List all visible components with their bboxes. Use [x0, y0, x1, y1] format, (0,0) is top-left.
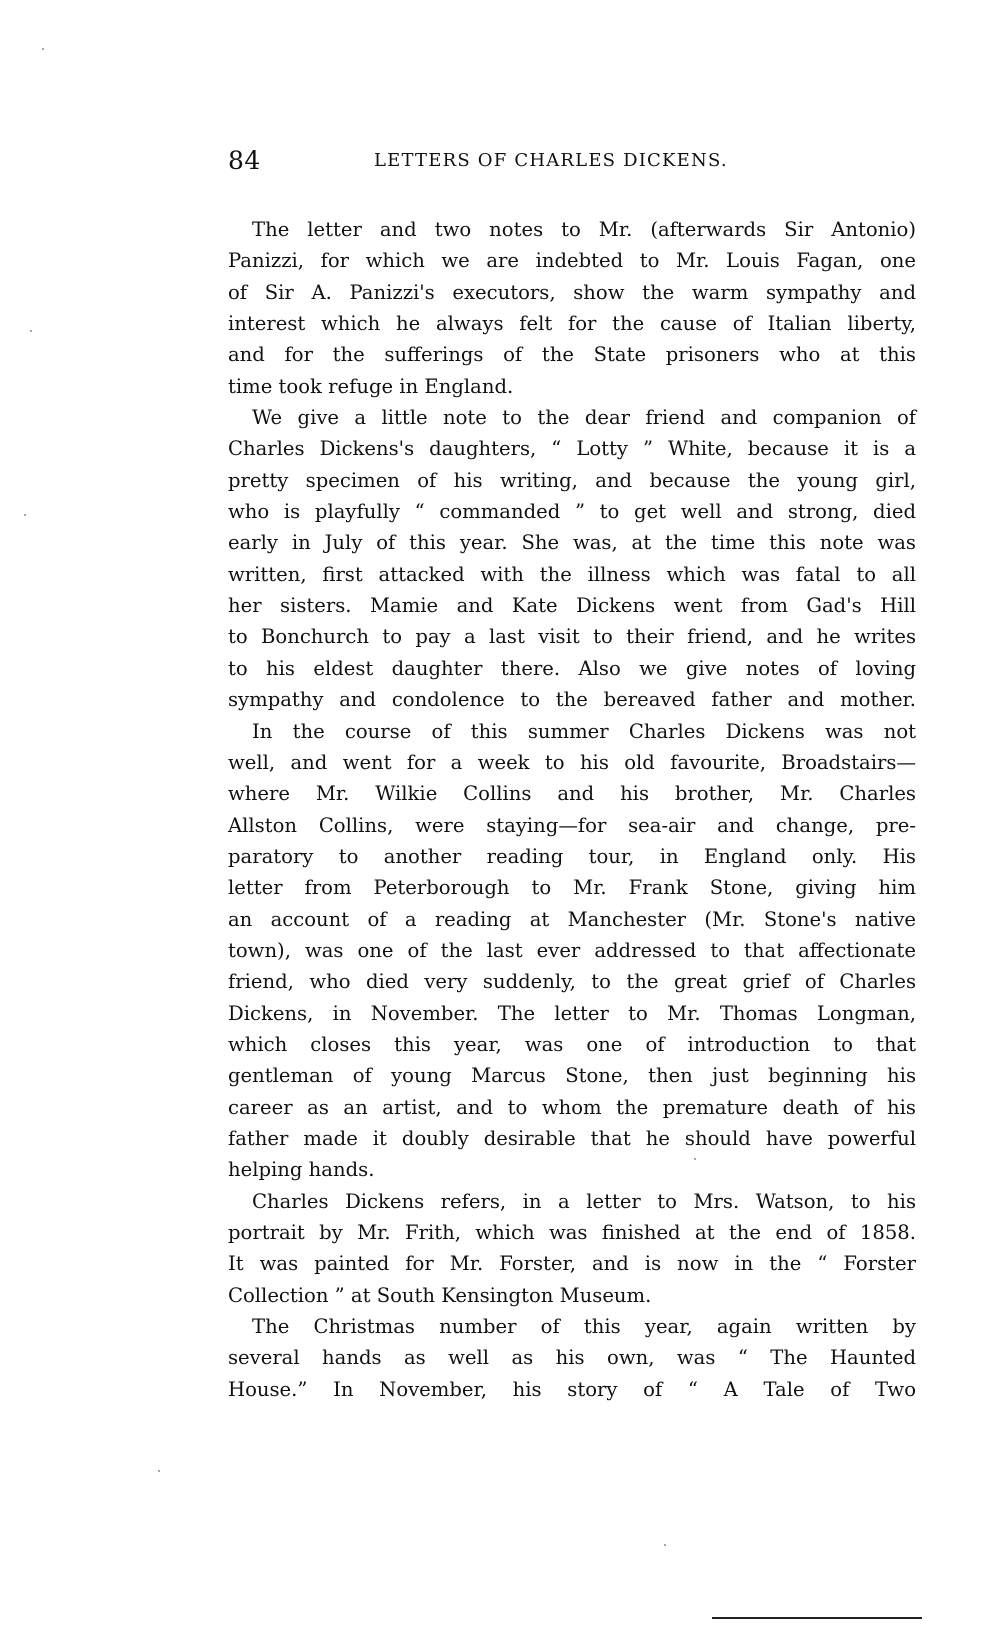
- text-line: an account of a reading at Manchester (Mr. Stone's native: [228, 907, 916, 931]
- text-line: Charles Dickens refers, in a letter to Mrs. Watson, to his: [252, 1189, 916, 1213]
- text-line: to Bonchurch to pay a last visit to their friend, and he writes: [228, 625, 916, 649]
- running-title: LETTERS OF CHARLES DICKENS.: [374, 150, 728, 171]
- text-line: letter from Peterborough to Mr. Frank Stone, giving him: [228, 876, 916, 900]
- text-line: pretty specimen of his writing, and because the young girl,: [228, 468, 916, 492]
- text-line: written, first attacked with the illness which was fatal to all: [228, 562, 916, 586]
- footer-rule: [712, 1617, 922, 1619]
- text-line: House.” In November, his story of “ A Tale of Two: [228, 1377, 916, 1401]
- text-line: The letter and two notes to Mr. (afterwards Sir Antonio): [252, 218, 916, 241]
- text-line: portrait by Mr. Frith, which was finished at the end of 1858.: [228, 1221, 916, 1244]
- text-line: her sisters. Mamie and Kate Dickens went from Gad's Hill: [228, 594, 916, 618]
- text-line: Allston Collins, were staying—for sea-air and change, pre-: [228, 813, 916, 837]
- text-line: father made it doubly desirable that he should have powerful: [228, 1126, 916, 1150]
- running-head: [228, 146, 928, 186]
- paper-speck: [42, 48, 44, 50]
- text-line: several hands as well as his own, was “ The Haunted: [228, 1346, 916, 1370]
- text-line: We give a little note to the dear friend and companion of: [252, 406, 916, 430]
- text-line: town), was one of the last ever addressed to that affectionate: [228, 938, 916, 962]
- text-line: paratory to another reading tour, in England only. His: [228, 844, 916, 868]
- text-line: The Christmas number of this year, again written by: [252, 1315, 916, 1339]
- text-line: In the course of this summer Charles Dickens was not: [252, 719, 916, 743]
- text-line: gentleman of young Marcus Stone, then just beginning his: [228, 1064, 916, 1088]
- text-line: interest which he always felt for the cause of Italian liberty,: [228, 312, 916, 336]
- text-line: career as an artist, and to whom the premature death of his: [228, 1095, 916, 1119]
- text-line: and for the sufferings of the State prisoners who at this: [228, 343, 916, 367]
- paper-speck: [664, 1544, 666, 1546]
- text-line: to his eldest daughter there. Also we give notes of loving: [228, 656, 916, 680]
- text-line: Collection ” at South Kensington Museum.: [228, 1283, 652, 1307]
- text-line: where Mr. Wilkie Collins and his brother, Mr. Charles: [228, 782, 916, 806]
- text-line: helping hands.: [228, 1158, 375, 1182]
- text-line: who is playfully “ commanded ” to get well and strong, died: [228, 500, 916, 524]
- paper-speck: [694, 1158, 696, 1160]
- text-line: early in July of this year. She was, at the time this note was: [228, 531, 916, 555]
- text-line: Charles Dickens's daughters, “ Lotty ” White, because it is a: [228, 437, 916, 461]
- text-line: It was painted for Mr. Forster, and is now in the “ Forster: [228, 1252, 916, 1276]
- paper-speck: [24, 514, 26, 516]
- text-line: sympathy and condolence to the bereaved father and mother.: [228, 688, 916, 712]
- text-line: Panizzi, for which we are indebted to Mr. Louis Fagan, one: [228, 249, 916, 273]
- body-text: [228, 214, 916, 1405]
- text-line: time took refuge in England.: [228, 374, 514, 398]
- page-number: 84: [228, 146, 261, 175]
- text-line: Dickens, in November. The letter to Mr. Thomas Longman,: [228, 1001, 916, 1025]
- text-line: well, and went for a week to his old favourite, Broadstairs—: [228, 750, 916, 774]
- text-line: which closes this year, was one of introduction to that: [228, 1032, 916, 1056]
- text-line: of Sir A. Panizzi's executors, show the warm sympathy and: [228, 280, 916, 304]
- paper-speck: [158, 1470, 160, 1472]
- paper-speck: [30, 330, 32, 332]
- text-line: friend, who died very suddenly, to the great grief of Charles: [228, 970, 916, 994]
